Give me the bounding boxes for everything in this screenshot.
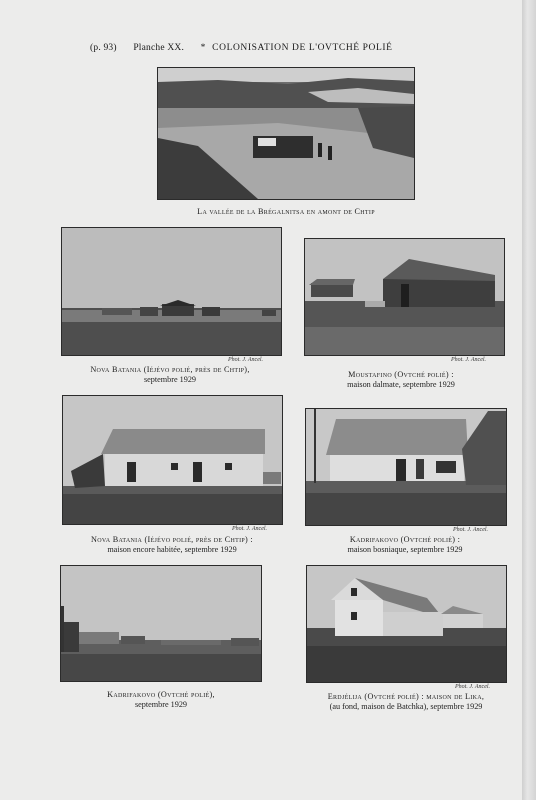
photo-erdjelija bbox=[306, 565, 507, 683]
caption-kadrifakovo-1-line2: maison bosniaque, septembre 1929 bbox=[347, 545, 463, 554]
photo-nova-batania-1 bbox=[61, 227, 282, 356]
photo-nova-batania-2 bbox=[62, 395, 283, 525]
credit-nova-batania-2: Phot. J. Ancel. bbox=[232, 526, 268, 532]
credit-moustafino: Phot. J. Ancel. bbox=[451, 357, 487, 363]
caption-moustafino bbox=[294, 370, 508, 390]
caption-nova-batania-1-line1: Nova Batania (Iéjévo polié, près de Chtip), bbox=[90, 365, 250, 374]
photo-kadrifakovo-1 bbox=[305, 408, 507, 526]
caption-moustafino-line1: Moustafino (Ovtché polié) : bbox=[348, 370, 454, 379]
caption-kadrifakovo-1-line1: Kadrifakovo (Ovtché polié) : bbox=[349, 535, 461, 544]
photo-kadrifakovo-2 bbox=[60, 565, 262, 682]
credit-erdjelija: Phot. J. Ancel. bbox=[455, 684, 491, 690]
caption-nova-batania-2-line2: maison encore habitée, septembre 1929 bbox=[107, 545, 237, 554]
caption-moustafino-line2: maison dalmate, septembre 1929 bbox=[347, 380, 455, 389]
star-mark: * bbox=[200, 43, 206, 53]
page-reference: (p. 93) bbox=[90, 43, 117, 53]
photo-valley bbox=[157, 67, 415, 200]
caption-valley-line1: La vallée de la Brégalnitsa en amont de Chtip bbox=[197, 207, 375, 216]
caption-nova-batania-2 bbox=[58, 535, 286, 555]
caption-erdjelija-line1: Erdjélija (Ovtché polié) : maison de Lika, bbox=[327, 692, 485, 701]
caption-valley bbox=[130, 207, 442, 217]
credit-kadrifakovo-1: Phot. J. Ancel. bbox=[453, 527, 489, 533]
caption-nova-batania-1 bbox=[56, 365, 284, 385]
plate-number: Planche XX. bbox=[133, 43, 185, 53]
caption-nova-batania-2-line1: Nova Batania (Iéjévo polié, près de Chtip) : bbox=[91, 535, 253, 544]
caption-erdjelija-line2: (au fond, maison de Batchka), septembre 1929 bbox=[329, 702, 483, 711]
caption-nova-batania-1-line2: septembre 1929 bbox=[143, 375, 197, 384]
page-header bbox=[90, 43, 393, 53]
caption-kadrifakovo-2 bbox=[55, 690, 267, 710]
book-spine-edge bbox=[522, 0, 536, 800]
caption-kadrifakovo-2-line1: Kadrifakovo (Ovtché polié), bbox=[107, 690, 215, 699]
caption-kadrifakovo-2-line2: septembre 1929 bbox=[134, 700, 188, 709]
plate-title: COLONISATION DE L'OVTCHÉ POLIÉ bbox=[212, 43, 393, 53]
caption-kadrifakovo-1 bbox=[298, 535, 512, 555]
caption-erdjelija bbox=[296, 692, 516, 712]
credit-nova-batania-1: Phot. J. Ancel. bbox=[228, 357, 264, 363]
photo-moustafino bbox=[304, 238, 505, 356]
